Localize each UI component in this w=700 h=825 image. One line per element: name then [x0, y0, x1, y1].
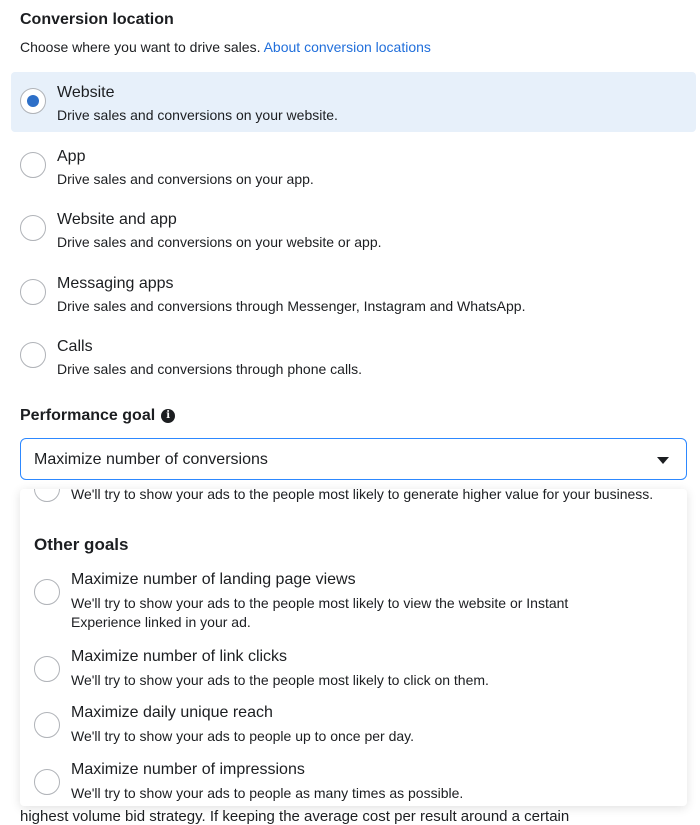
- option-label: Calls: [57, 338, 93, 355]
- option-calls[interactable]: [11, 326, 696, 386]
- option-website-and-app[interactable]: [11, 199, 696, 259]
- radio-daily-unique-reach[interactable]: [34, 712, 60, 738]
- radio-landing-page-views[interactable]: [34, 579, 60, 605]
- option-desc: Drive sales and conversions on your website or app.: [57, 234, 382, 250]
- performance-goal-title: [20, 407, 175, 425]
- option-label: Website and app: [57, 211, 177, 228]
- option-label: Website: [57, 84, 115, 101]
- about-conversion-locations-link[interactable]: About conversion locations: [263, 39, 431, 55]
- option-label: Messaging apps: [57, 275, 174, 292]
- partial-item-desc: We'll try to show your ads to the people most likely to generate higher value for your business.: [71, 489, 654, 502]
- performance-goal-label: Performance goal: [20, 407, 156, 424]
- option-label: App: [57, 148, 86, 165]
- radio-link-clicks[interactable]: [34, 656, 60, 682]
- goal-dropdown-menu: [20, 489, 687, 806]
- item-desc: We'll try to show your ads to people as many times as possible.: [71, 785, 464, 801]
- item-label: Maximize number of landing page views: [71, 571, 356, 588]
- radio-app[interactable]: [20, 152, 46, 178]
- conversion-location-subtitle: [20, 39, 431, 55]
- option-website[interactable]: [11, 72, 696, 132]
- radio-messaging-apps[interactable]: [20, 279, 46, 305]
- selected-goal-value: Maximize number of conversions: [34, 451, 268, 468]
- subtitle-text: Choose where you want to drive sales.: [20, 39, 261, 55]
- radio-impressions[interactable]: [34, 769, 60, 795]
- option-app[interactable]: [11, 136, 696, 196]
- option-desc: Drive sales and conversions on your website.: [57, 107, 338, 123]
- item-label: Maximize number of link clicks: [71, 648, 288, 665]
- item-label: Maximize number of impressions: [71, 761, 305, 778]
- option-desc: Drive sales and conversions on your app.: [57, 171, 314, 187]
- option-desc: Drive sales and conversions through phone calls.: [57, 361, 363, 377]
- cut-off-help-text: highest volume bid strategy. If keeping the average cost per result around a certain: [20, 808, 570, 825]
- item-desc: We'll try to show your ads to people up to once per day.: [71, 728, 415, 744]
- option-desc: Drive sales and conversions through Messenger, Instagram and WhatsApp.: [57, 298, 526, 314]
- radio-website[interactable]: [20, 88, 46, 114]
- radio-partial-item[interactable]: [34, 489, 60, 502]
- other-goals-heading: Other goals: [34, 535, 129, 554]
- radio-website-and-app[interactable]: [20, 215, 46, 241]
- item-label: Maximize daily unique reach: [71, 704, 273, 721]
- item-desc: We'll try to show your ads to the people most likely to view the website or Instant Experience linked in your ad.: [71, 595, 569, 630]
- conversion-location-title: Conversion location: [20, 11, 174, 28]
- item-desc: We'll try to show your ads to the people most likely to click on them.: [71, 672, 489, 688]
- radio-calls[interactable]: [20, 342, 46, 368]
- performance-goal-select[interactable]: [20, 438, 687, 480]
- option-messaging-apps[interactable]: [11, 263, 696, 323]
- info-icon[interactable]: i: [161, 409, 175, 423]
- caret-down-icon[interactable]: [657, 457, 669, 464]
